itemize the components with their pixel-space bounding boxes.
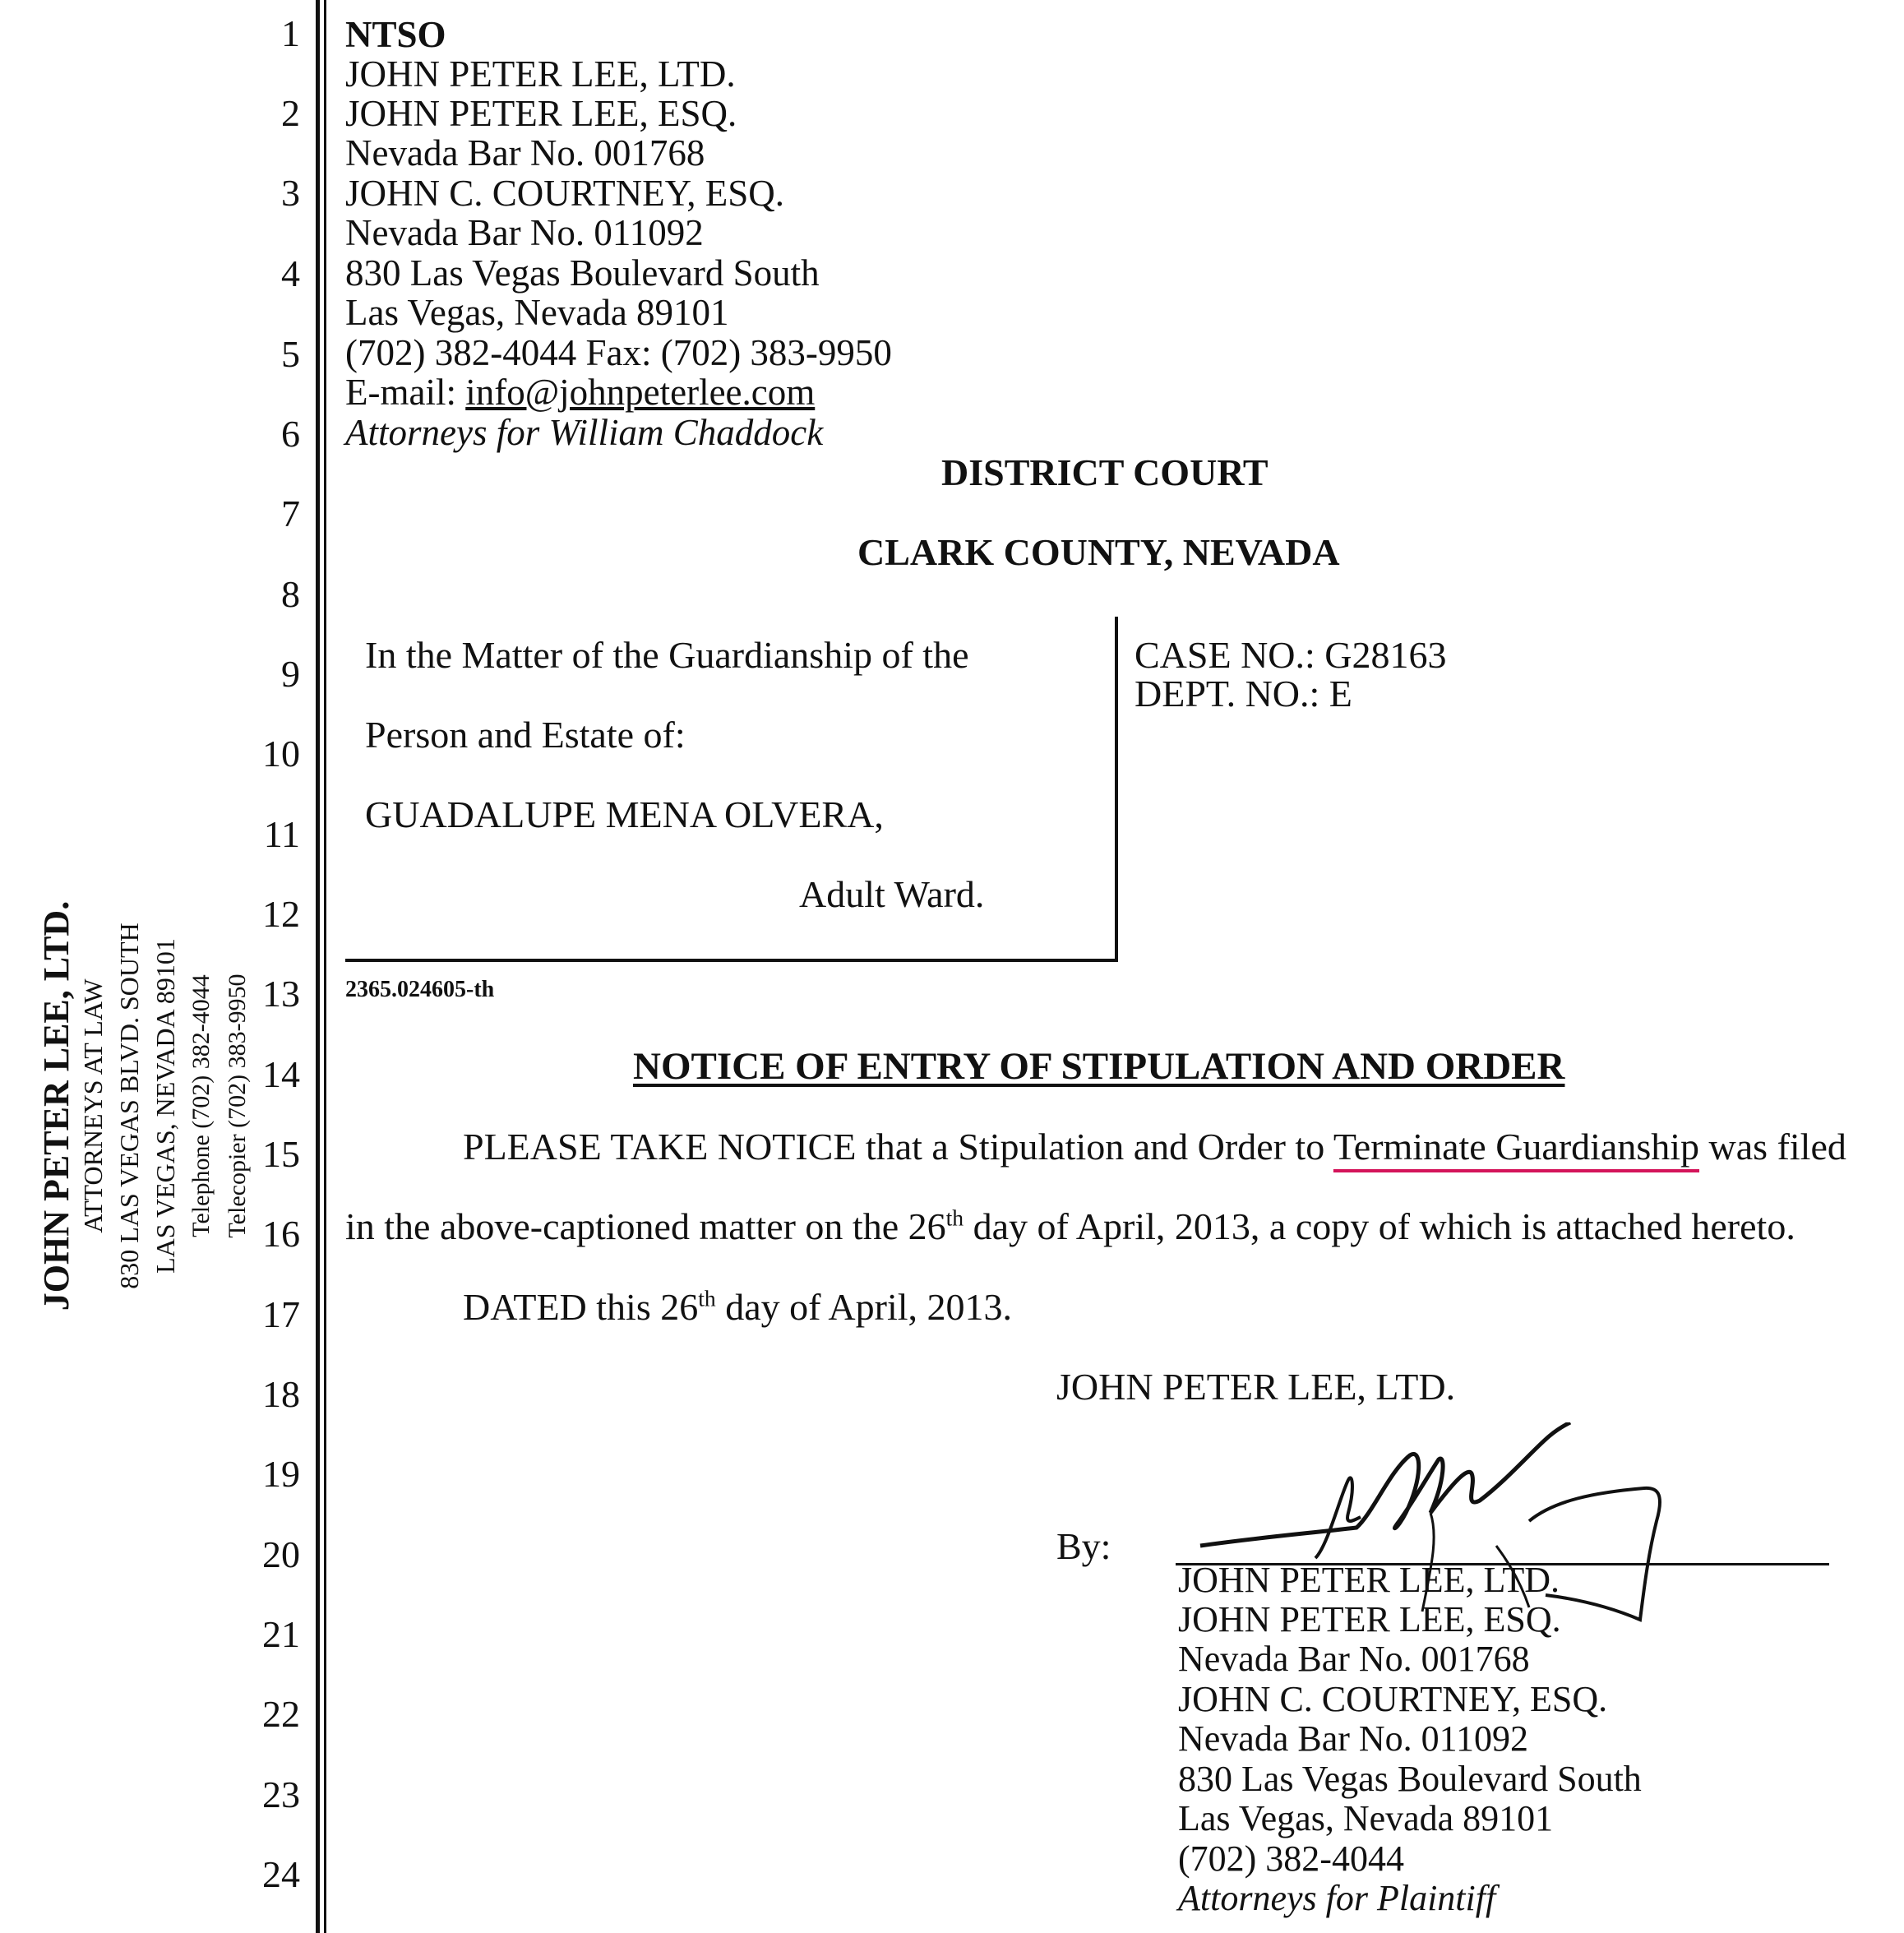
dated-ordinal-suffix: th bbox=[698, 1285, 716, 1311]
line-number: 4 bbox=[281, 252, 300, 294]
signature-attorney-1: JOHN PETER LEE, ESQ. bbox=[1178, 1599, 1561, 1639]
line-number: 10 bbox=[262, 733, 300, 775]
signature-phone: (702) 382-4044 bbox=[1178, 1838, 1404, 1879]
line-number: 24 bbox=[262, 1853, 300, 1895]
margin-rule-right bbox=[324, 0, 326, 1933]
sidebar-telephone: Telephone (702) 382-4044 bbox=[187, 974, 215, 1237]
department-number: DEPT. NO.: E bbox=[1135, 673, 1352, 714]
matter-line-2: Person and Estate of: bbox=[365, 714, 686, 756]
line-number: 8 bbox=[281, 573, 300, 615]
line-number: 18 bbox=[262, 1373, 300, 1415]
notice-text-c: in the above-captioned matter on the 26 bbox=[345, 1205, 946, 1247]
matter-line-1: In the Matter of the Guardianship of the bbox=[365, 634, 969, 676]
header-bar-1: Nevada Bar No. 001768 bbox=[345, 132, 705, 173]
line-number: 5 bbox=[281, 333, 300, 375]
signature-attorneys-for: Attorneys for Plaintiff bbox=[1178, 1878, 1496, 1918]
notice-text-b: was filed bbox=[1699, 1126, 1846, 1168]
line-number: 11 bbox=[263, 813, 300, 855]
header-attorneys-for: Attorneys for William Chaddock bbox=[345, 412, 824, 453]
notice-title: NOTICE OF ENTRY OF STIPULATION AND ORDER bbox=[633, 1045, 1565, 1088]
ward-role: Adult Ward. bbox=[799, 873, 985, 915]
signature-by-label: By: bbox=[1056, 1525, 1111, 1567]
line-number: 19 bbox=[262, 1453, 300, 1495]
caption-divider-vertical bbox=[1115, 617, 1118, 962]
ordinal-suffix: th bbox=[945, 1205, 964, 1231]
ward-name: GUADALUPE MENA OLVERA, bbox=[365, 793, 884, 835]
notice-text-d: day of April, 2013, a copy of which is attached hereto. bbox=[964, 1205, 1795, 1247]
line-number: 9 bbox=[281, 653, 300, 695]
line-number: 3 bbox=[281, 172, 300, 214]
header-attorney-1: JOHN PETER LEE, ESQ. bbox=[345, 93, 737, 134]
header-address-1: 830 Las Vegas Boulevard South bbox=[345, 252, 820, 294]
email-link[interactable]: info@johnpeterlee.com bbox=[465, 372, 816, 413]
sidebar-telecopier: Telecopier (702) 383-9950 bbox=[224, 973, 251, 1238]
line-number: 7 bbox=[281, 492, 300, 534]
line-number: 6 bbox=[281, 413, 300, 455]
caption-divider-horizontal bbox=[345, 959, 1118, 962]
notice-text-a: PLEASE TAKE NOTICE that a Stipulation and Order to bbox=[463, 1126, 1333, 1168]
document-code: NTSO bbox=[345, 14, 446, 55]
highlighted-phrase: Terminate Guardianship bbox=[1333, 1126, 1700, 1168]
line-number: 22 bbox=[262, 1693, 300, 1735]
court-name: DISTRICT COURT bbox=[941, 451, 1269, 493]
sidebar-street: 830 LAS VEGAS BLVD. SOUTH bbox=[114, 923, 144, 1289]
court-county: CLARK COUNTY, NEVADA bbox=[857, 531, 1340, 573]
line-number: 16 bbox=[262, 1213, 300, 1255]
sidebar-city: LAS VEGAS, NEVADA 89101 bbox=[150, 938, 180, 1274]
line-number: 17 bbox=[262, 1293, 300, 1335]
signature-attorney-2: JOHN C. COURTNEY, ESQ. bbox=[1178, 1679, 1608, 1719]
signature-bar-2: Nevada Bar No. 011092 bbox=[1178, 1718, 1529, 1759]
sidebar-firm-name: JOHN PETER LEE, LTD. bbox=[36, 900, 76, 1311]
file-reference: 2365.024605-th bbox=[345, 977, 495, 1002]
header-firm: JOHN PETER LEE, LTD. bbox=[345, 53, 736, 95]
signature-address-2: Las Vegas, Nevada 89101 bbox=[1178, 1798, 1554, 1838]
signature-firm-2: JOHN PETER LEE, LTD. bbox=[1178, 1560, 1560, 1600]
header-bar-2: Nevada Bar No. 011092 bbox=[345, 212, 704, 253]
firm-sidebar bbox=[36, 867, 256, 1344]
line-number: 15 bbox=[262, 1133, 300, 1175]
line-number: 23 bbox=[262, 1773, 300, 1815]
case-number: CASE NO.: G28163 bbox=[1135, 634, 1447, 676]
signature-address-1: 830 Las Vegas Boulevard South bbox=[1178, 1759, 1642, 1799]
header-attorney-2: JOHN C. COURTNEY, ESQ. bbox=[345, 173, 785, 214]
email-label: E-mail: bbox=[345, 372, 466, 413]
margin-rule-left bbox=[316, 0, 320, 1933]
sidebar-attorneys-at-law: ATTORNEYS AT LAW bbox=[78, 978, 108, 1233]
dated-text-a: DATED this 26 bbox=[463, 1286, 699, 1328]
signature-firm: JOHN PETER LEE, LTD. bbox=[1056, 1366, 1456, 1408]
signature-bar-1: Nevada Bar No. 001768 bbox=[1178, 1639, 1530, 1679]
dated-line bbox=[463, 1285, 1012, 1329]
header-phone-fax: (702) 382-4044 Fax: (702) 383-9950 bbox=[345, 332, 892, 373]
dated-text-b: day of April, 2013. bbox=[715, 1286, 1012, 1328]
line-number: 21 bbox=[262, 1613, 300, 1655]
line-number: 12 bbox=[262, 893, 300, 935]
line-number: 13 bbox=[262, 973, 300, 1015]
header-address-2: Las Vegas, Nevada 89101 bbox=[345, 292, 729, 333]
notice-paragraph-line-2 bbox=[345, 1205, 1795, 1248]
notice-paragraph-line-1 bbox=[463, 1125, 1846, 1168]
line-number: 2 bbox=[281, 92, 300, 134]
line-number: 1 bbox=[281, 12, 300, 54]
line-number: 14 bbox=[262, 1053, 300, 1095]
line-number: 20 bbox=[262, 1533, 300, 1575]
header-email-line bbox=[345, 372, 815, 412]
